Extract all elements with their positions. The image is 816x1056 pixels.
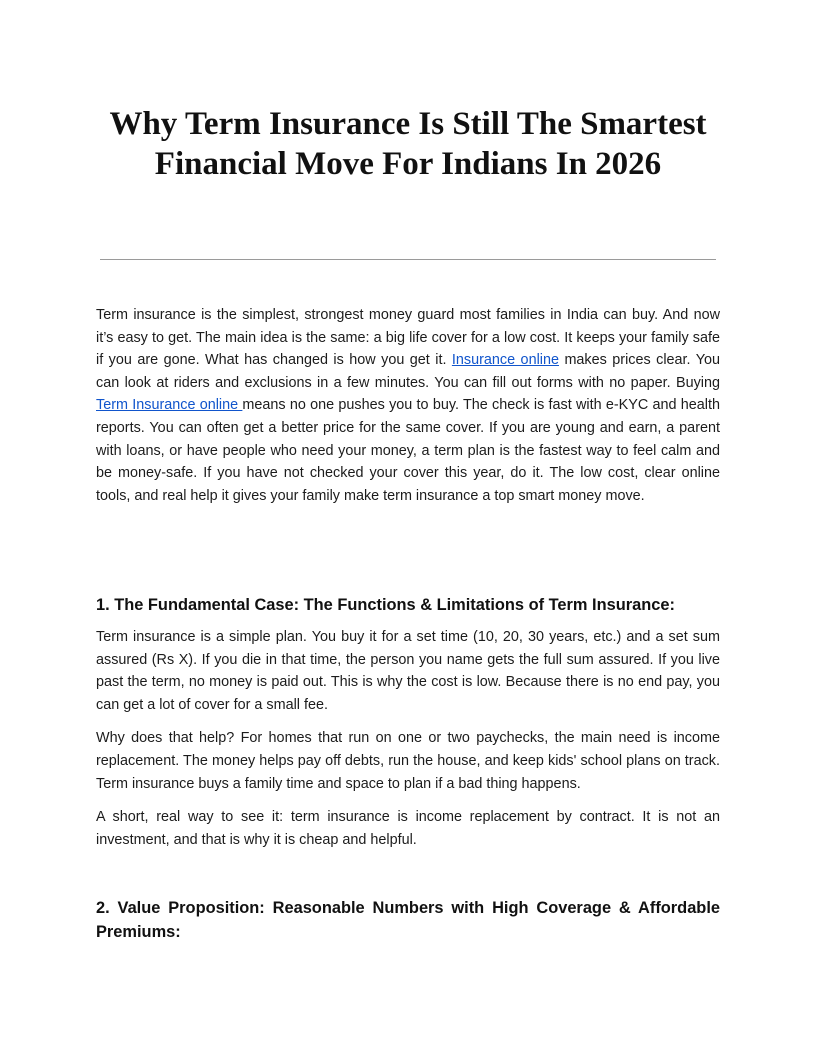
section-1-body	[96, 626, 720, 862]
intro-paragraph	[96, 304, 720, 507]
section-1-paragraph-3: A short, real way to see it: term insurance is income replacement by contract. It is not an investment, and that is why it is cheap and helpful.	[96, 809, 720, 848]
insurance-online-link[interactable]: Insurance online	[451, 352, 559, 369]
intro-text-2: makes prices clear. You can look at riders and exclusions in a few minutes. You can fill out forms with no paper. Buying	[96, 352, 721, 391]
section-2-heading: 2. Value Proposition: Reasonable Numbers with High Coverage & Affordable Premiums:	[96, 899, 720, 941]
intro-text-3: means no one pushes you to buy. The check is fast with e-KYC and health reports. You can often get a better price for the same cover. If you are young and earn, a parent with loans, or have people who need your money, a term plan is the fastest way to feel calm and be money-safe. If you have not checked your cover this year, do it. The low cost, clear online tools, and real help it gives your family make term insurance a top smart money move.	[96, 397, 720, 504]
page-title: Why Term Insurance Is Still The Smartest Financial Move For Indians In 2026	[109, 106, 707, 182]
intro-text-1: Term insurance is the simplest, strongest money guard most families in India can buy. And now it’s easy to get. The main idea is the same: a big life cover for a low cost. It keeps your family safe if you are gone. What has changed is how you get it.	[96, 307, 720, 369]
section-1-paragraph-1: Term insurance is a simple plan. You buy it for a set time (10, 20, 30 years, etc.) and a set sum assured (Rs X). If you die in that time, the person you name gets the full sum assured. If you live past the term, no money is paid out. This is why the cost is low. Because there is no end pay, you can get a lot of cover for a small fee.	[96, 629, 720, 713]
term-insurance-online-link[interactable]: Term Insurance online	[96, 397, 243, 414]
section-1-heading: 1. The Fundamental Case: The Functions & Limitations of Term Insurance:	[96, 596, 675, 614]
title-divider	[100, 259, 716, 260]
section-1-paragraph-2: Why does that help? For homes that run on one or two paychecks, the main need is income replacement. The money helps pay off debts, run the house, and keep kids' school plans on track. Term insurance buys a family time and space to plan if a bad thing happens.	[96, 730, 720, 792]
